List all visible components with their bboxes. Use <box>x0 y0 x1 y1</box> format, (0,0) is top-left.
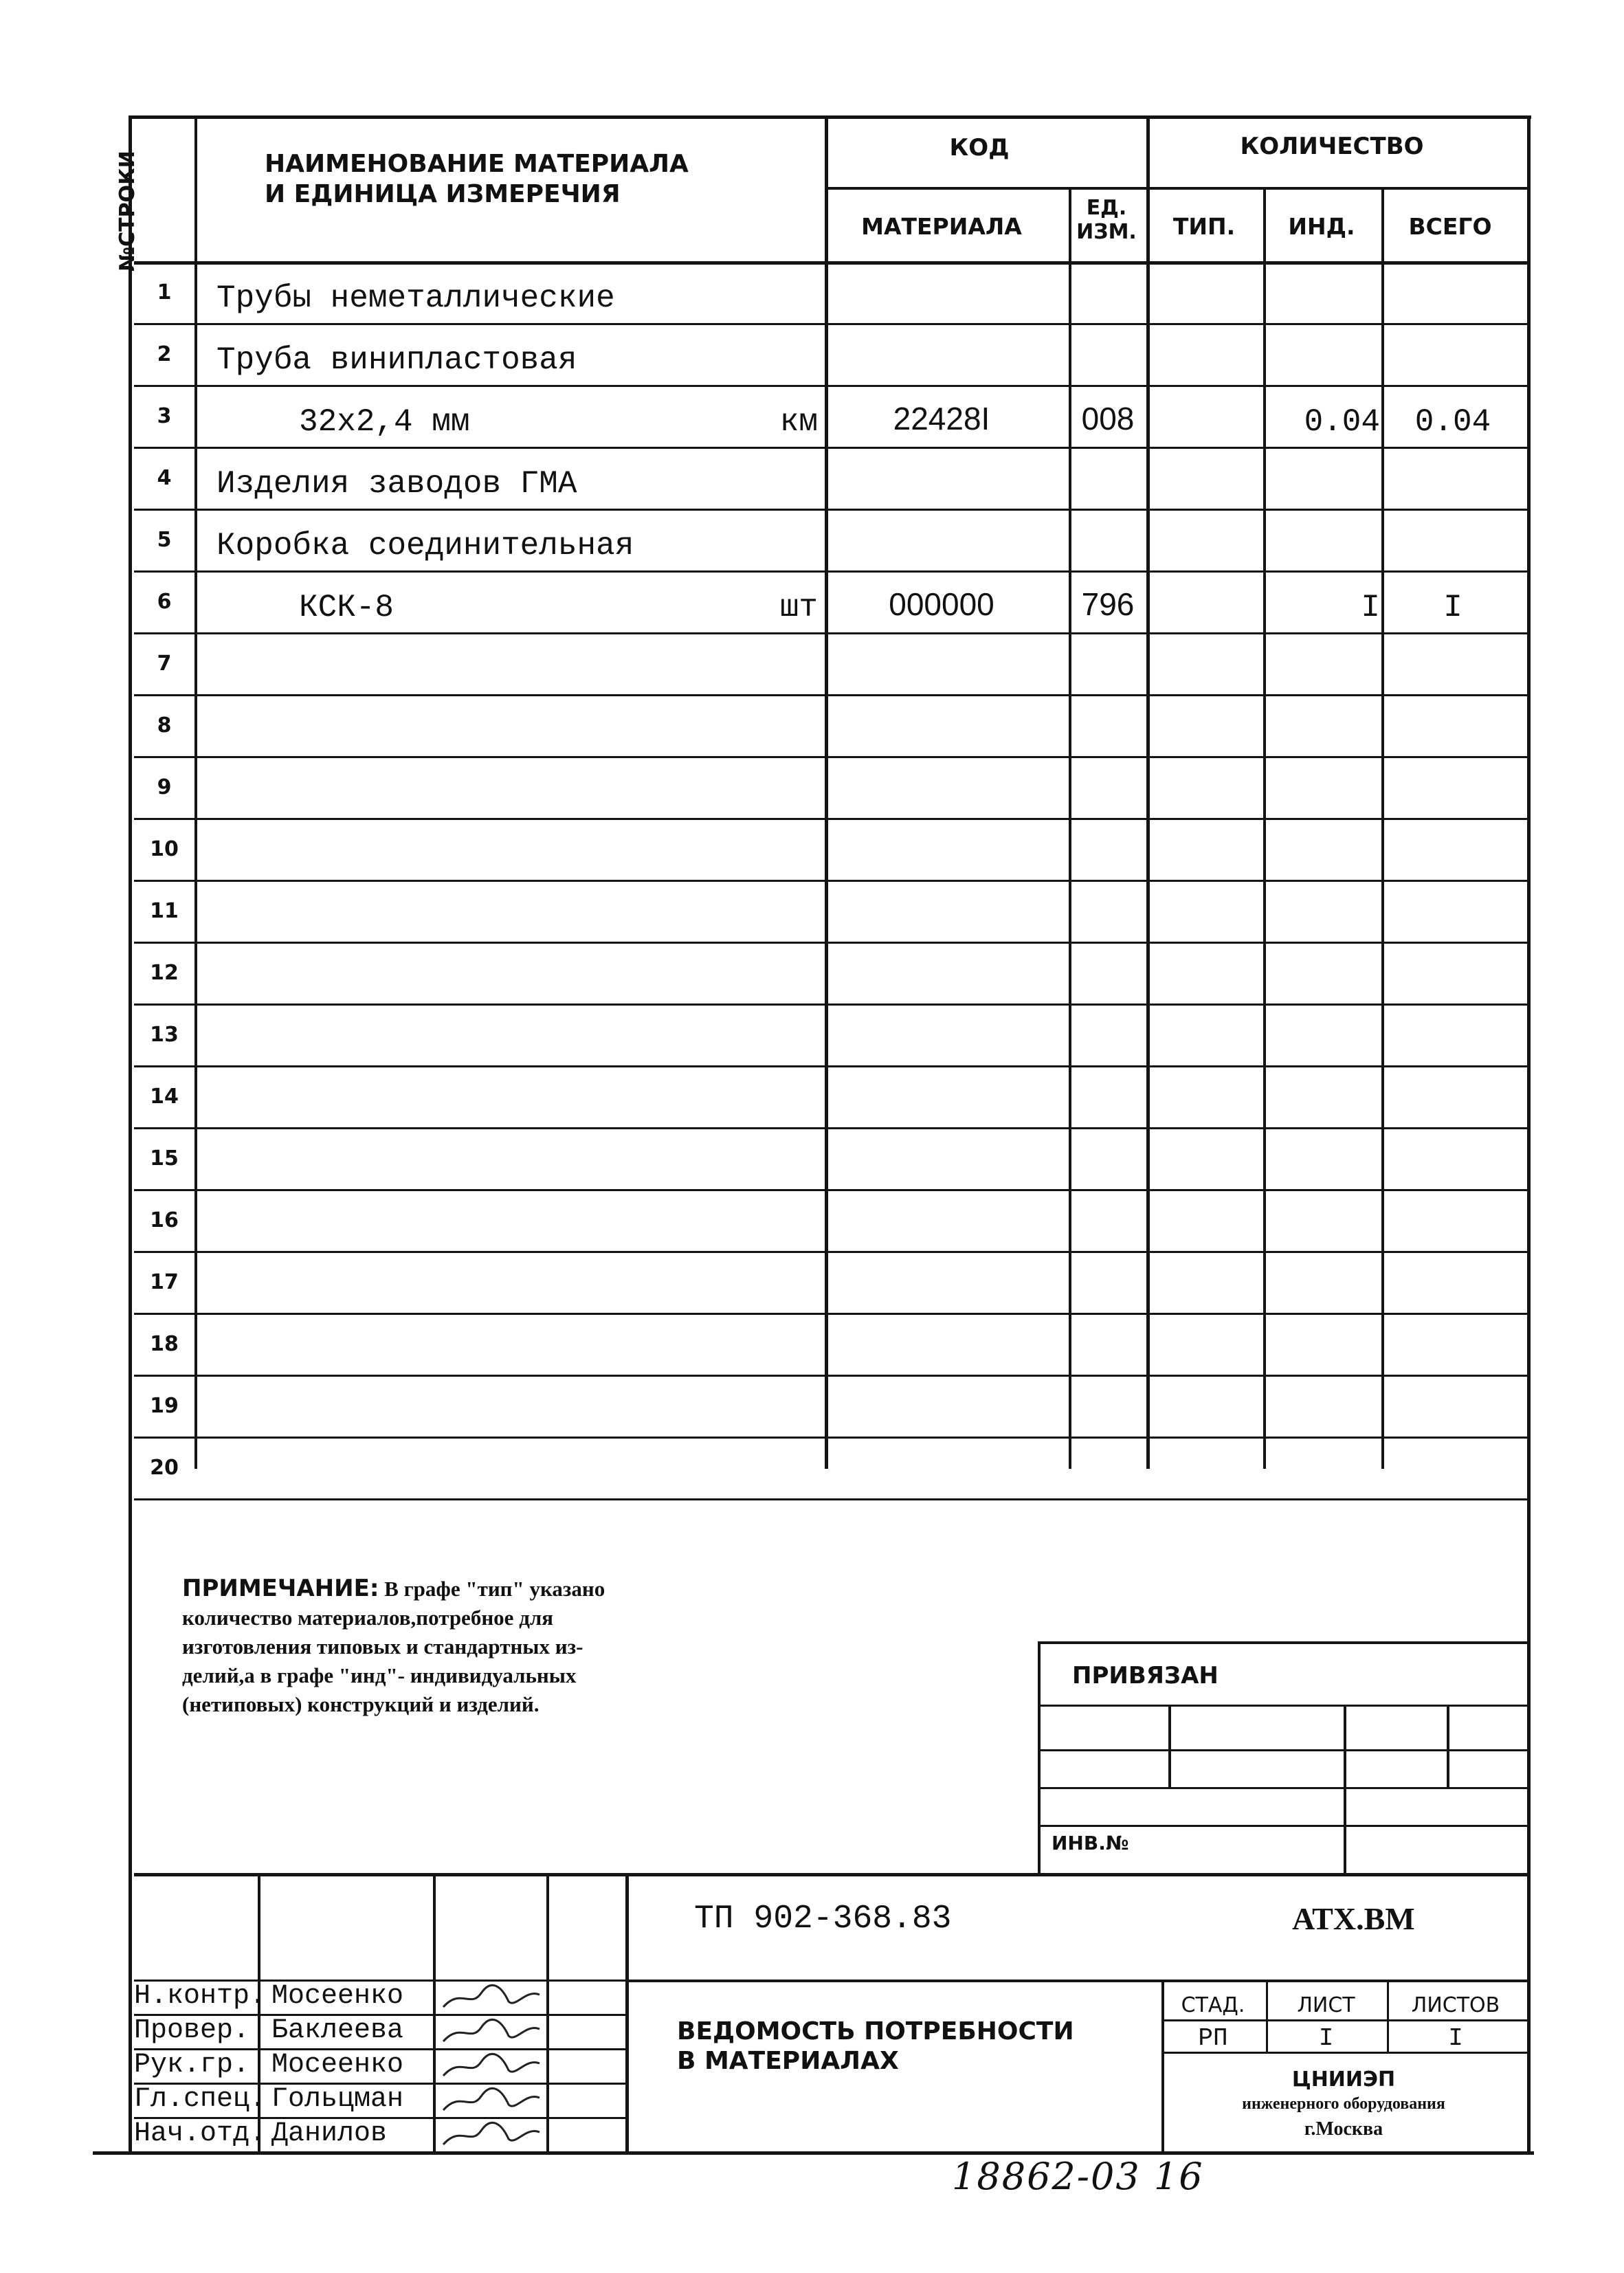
row-divider <box>134 1313 1527 1315</box>
sig-col <box>546 1873 549 2151</box>
inventory-number-label: ИНВ.№ <box>1052 1832 1129 1854</box>
binding-title: ПРИВЯЗАН <box>1072 1662 1219 1689</box>
row-divider <box>134 756 1527 758</box>
signature-name: Гольцман <box>271 2084 404 2115</box>
material-name: Изделия заводов ГМА <box>216 466 577 502</box>
row-number: 11 <box>150 899 179 923</box>
frame-top <box>129 115 1531 119</box>
quantity-individual: 0.04 <box>1304 404 1380 440</box>
quantity-header: КОЛИЧЕСТВО <box>1240 133 1424 160</box>
header-subdivider <box>825 187 1527 190</box>
note-line5: (нетиповых) конструкций и изделий. <box>182 1692 540 1716</box>
handwritten-signature <box>440 2050 543 2083</box>
row-number-header: №СТРОКИ <box>115 151 140 271</box>
row-number: 15 <box>150 1146 179 1171</box>
row-divider <box>134 1498 1527 1500</box>
note-line4: делий,а в графе "инд"- индивидуальных <box>182 1663 577 1687</box>
binding-line <box>1038 1705 1527 1707</box>
row-divider <box>134 323 1527 325</box>
stage-label: СТАД. <box>1181 1993 1245 2017</box>
row-divider <box>134 942 1527 944</box>
ind-header: ИНД. <box>1288 213 1355 240</box>
row-number: 10 <box>150 837 179 861</box>
row-number: 17 <box>150 1270 179 1294</box>
row-divider <box>134 509 1527 511</box>
handwritten-signature <box>440 2084 543 2117</box>
row-number: 6 <box>157 590 172 614</box>
title-block-vert <box>625 1873 629 2151</box>
title-block-top <box>134 1873 1527 1876</box>
row-divider <box>134 1189 1527 1191</box>
quantity-individual: I <box>1361 590 1380 625</box>
sheet-value: I <box>1318 2024 1334 2052</box>
binding-line <box>1038 1825 1527 1827</box>
row-divider <box>134 694 1527 696</box>
row-number: 14 <box>150 1085 179 1109</box>
handwritten-signature <box>440 2118 543 2151</box>
row-divider <box>134 1065 1527 1067</box>
signature-role: Провер. <box>134 2015 250 2046</box>
handwritten-signature <box>440 2015 543 2048</box>
row-number: 4 <box>157 466 172 490</box>
material-name: КСК-8 <box>299 590 394 625</box>
note-line1: В графе "тип" указано <box>384 1577 605 1601</box>
row-number: 9 <box>157 775 172 799</box>
row-number: 18 <box>150 1332 179 1356</box>
frame-right <box>1527 115 1531 2151</box>
row-divider <box>134 385 1527 387</box>
row-number: 1 <box>157 280 172 304</box>
sheet-label: ЛИСТ <box>1297 1993 1355 2017</box>
signature-role: Рук.гр. <box>134 2050 250 2081</box>
row-number: 3 <box>157 404 172 428</box>
binding-top <box>1038 1641 1527 1644</box>
material-code: 22428I <box>893 401 990 436</box>
row-number: 7 <box>157 652 172 676</box>
signature-name: Баклеева <box>271 2015 404 2046</box>
signature-name: Данилов <box>271 2118 388 2149</box>
document-mark: АТХ.ВМ <box>1292 1901 1415 1936</box>
row-number: 12 <box>150 961 179 985</box>
title-block-bottom <box>93 2151 1534 2155</box>
unit-code-header-line2: ИЗМ. <box>1076 220 1137 244</box>
organization-line3: г.Москва <box>1304 2118 1383 2140</box>
document-title-line1: ВЕДОМОСТЬ ПОТРЕБНОСТИ <box>677 2017 1074 2045</box>
unit-code-header-line1: ЕД. <box>1086 196 1127 220</box>
material-code-header: МАТЕРИАЛА <box>861 213 1022 240</box>
organization-line1: ЦНИИЭП <box>1291 2067 1396 2092</box>
note <box>182 1574 605 1719</box>
col-divider <box>1146 115 1150 1469</box>
material-code: 000000 <box>889 586 994 622</box>
binding-line <box>1038 1749 1527 1751</box>
code-header: КОД <box>949 134 1010 162</box>
quantity-total: I <box>1443 590 1462 625</box>
signature-role: Н.контр. <box>134 1981 267 2012</box>
handwritten-signature <box>440 1981 543 2014</box>
binding-col <box>1344 1705 1346 1876</box>
row-divider <box>134 632 1527 634</box>
row-divider <box>134 1437 1527 1439</box>
binding-col <box>1447 1705 1449 1787</box>
col-divider <box>194 115 197 1469</box>
row-divider <box>134 1251 1527 1253</box>
row-number: 20 <box>150 1456 179 1480</box>
sheets-label: ЛИСТОВ <box>1411 1993 1500 2017</box>
unit-code: 008 <box>1081 401 1135 436</box>
title-block-mid <box>625 1980 1527 1982</box>
material-name: Труба винипластовая <box>216 342 577 378</box>
name-header-line2: И ЕДИНИЦА ИЗМЕРЕЧИЯ <box>265 180 621 208</box>
document-title-line2: В МАТЕРИАЛАХ <box>677 2047 899 2075</box>
row-number: 5 <box>157 528 172 552</box>
col-divider <box>1263 187 1266 1469</box>
title-block-line <box>1161 2019 1527 2021</box>
note-line2: количество материалов,потребное для <box>182 1606 554 1630</box>
row-number: 8 <box>157 713 172 738</box>
row-number: 13 <box>150 1023 179 1047</box>
organization-line2: инженерного оборудования <box>1242 2095 1445 2113</box>
row-divider <box>134 447 1527 449</box>
unit-of-measure: шт <box>779 590 818 625</box>
row-number: 16 <box>150 1208 179 1232</box>
row-divider <box>134 880 1527 882</box>
total-header: ВСЕГО <box>1408 213 1492 240</box>
binding-left <box>1038 1641 1041 1876</box>
typ-header: ТИП. <box>1172 213 1236 240</box>
name-header-line1: НАИМЕНОВАНИЕ МАТЕРИАЛА <box>265 150 689 178</box>
material-name: 32х2,4 мм <box>299 404 470 440</box>
header-bottom <box>134 261 1527 265</box>
row-number: 2 <box>157 342 172 366</box>
binding-col <box>1168 1705 1171 1787</box>
signature-name: Мосеенко <box>271 1981 404 2012</box>
row-divider <box>134 1127 1527 1129</box>
signature-name: Мосеенко <box>271 2050 404 2081</box>
frame-left <box>129 115 132 2155</box>
sig-col <box>433 1873 436 2151</box>
stage-value: РП <box>1198 2024 1228 2052</box>
signature-role: Нач.отд. <box>134 2118 267 2149</box>
sheets-value: I <box>1448 2024 1463 2052</box>
col-divider <box>1069 187 1071 1469</box>
unit-of-measure: км <box>779 404 818 440</box>
note-label: ПРИМЕЧАНИЕ: <box>182 1575 379 1602</box>
col-divider <box>1381 187 1384 1469</box>
row-divider <box>134 818 1527 820</box>
row-divider <box>134 570 1527 573</box>
document-number: ТП 902-368.83 <box>694 1900 952 1938</box>
note-line3: изготовления типовых и стандартных из- <box>182 1634 583 1659</box>
row-divider <box>134 1375 1527 1377</box>
binding-line <box>1038 1787 1527 1789</box>
signature-role: Гл.спец. <box>134 2084 267 2115</box>
row-divider <box>134 1004 1527 1006</box>
unit-code: 796 <box>1081 586 1135 622</box>
col-divider <box>825 115 828 1469</box>
material-name: Трубы неметаллические <box>216 280 615 316</box>
material-name: Коробка соединительная <box>216 528 634 564</box>
quantity-total: 0.04 <box>1414 404 1491 440</box>
handwritten-archive-number: 18862-03 16 <box>952 2155 1204 2198</box>
row-number: 19 <box>150 1394 179 1418</box>
